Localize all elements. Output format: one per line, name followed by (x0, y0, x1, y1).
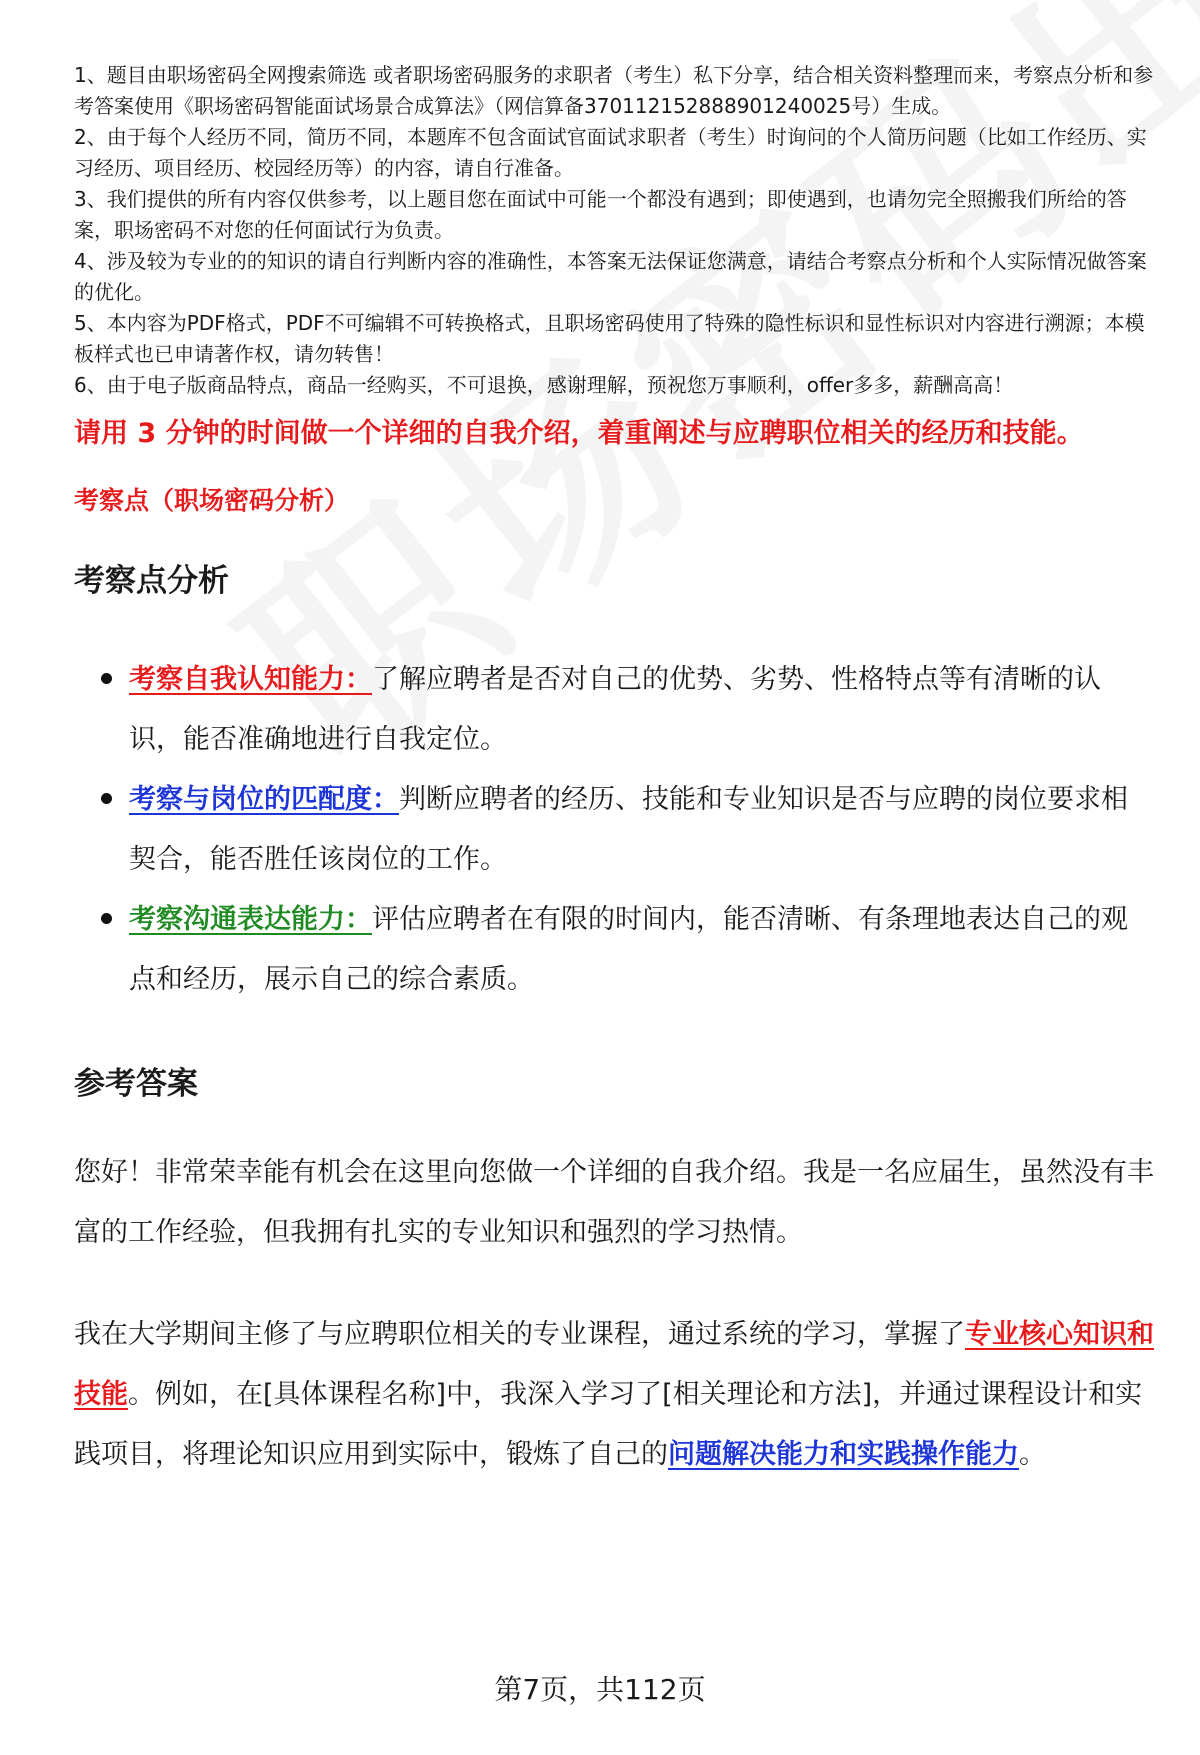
bullet-icon (101, 673, 112, 684)
answer-text: 。例如，在[具体课程名称]中，我深入学习了[相关理论和方法]，并通过课程设计和实践项目，将理论知识应用到实际中，锻炼了自己的 (74, 1379, 1143, 1470)
notice-block (74, 60, 1156, 401)
analysis-point (129, 770, 1156, 890)
highlight-core-skills: 专业核心知识和技能 (74, 1319, 1154, 1410)
point-text: 评估应聘者在有限的时间内，能否清晰、有条理地表达自己的观点和经历，展示自己的综合素质。 (129, 904, 1128, 995)
point-text: 判断应聘者的经历、技能和专业知识是否与应聘的岗位要求相契合，能否胜任该岗位的工作。 (129, 784, 1128, 875)
analysis-point (129, 650, 1156, 770)
notice-item: 3、我们提供的所有内容仅供参考，以上题目您在面试中可能一个都没有遇到；即使遇到，也请勿完全照搬我们所给的答案，职场密码不对您的任何面试行为负责。 (74, 187, 1127, 242)
answer-text: 。 (1019, 1439, 1046, 1470)
notice-item: 6、由于电子版商品特点，商品一经购买，不可退换，感谢理解，预祝您万事顺利，offer多多，薪酬高高！ (74, 373, 1014, 397)
page-footer: 第7页，共112页 (494, 1673, 706, 1706)
point-label: 考察自我认知能力： (129, 664, 372, 695)
point-label: 考察沟通表达能力： (129, 904, 372, 935)
notice-item: 4、涉及较为专业的的知识的请自行判断内容的准确性，本答案无法保证您满意，请结合考察点分析和个人实际情况做答案的优化。 (74, 249, 1147, 304)
answer-heading: 参考答案 (74, 1066, 198, 1102)
point-label: 考察与岗位的匹配度： (129, 784, 399, 815)
bullet-icon (101, 913, 112, 924)
answer-paragraph (74, 1305, 1156, 1485)
notice-item: 2、由于每个人经历不同，简历不同，本题库不包含面试官面试求职者（考生）时询问的个人简历问题（比如工作经历、实习经历、项目经历、校园经历等）的内容，请自行准备。 (74, 125, 1147, 180)
notice-item: 5、本内容为PDF格式，PDF不可编辑不可转换格式，且职场密码使用了特殊的隐性标识和显性标识对内容进行溯源；本模板样式也已申请著作权，请勿转售！ (74, 311, 1145, 366)
analysis-heading: 考察点分析 (74, 563, 229, 599)
answer-text: 我在大学期间主修了与应聘职位相关的专业课程，通过系统的学习，掌握了 (74, 1319, 965, 1350)
analysis-label: 考察点（职场密码分析） (74, 486, 350, 515)
bullet-icon (101, 793, 112, 804)
answer-paragraph: 您好！非常荣幸能有机会在这里向您做一个详细的自我介绍。我是一名应届生，虽然没有丰富的工作经验，但我拥有扎实的专业知识和强烈的学习热情。 (74, 1157, 1154, 1248)
analysis-points (74, 650, 1156, 1010)
interview-question: 请用 3 分钟的时间做一个详细的自我介绍，着重阐述与应聘职位相关的经历和技能。 (74, 418, 1084, 449)
document-page (74, 60, 1156, 1485)
notice-item: 1、题目由职场密码全网搜索筛选 或者职场密码服务的求职者（考生）私下分享，结合相关资料整理而来，考察点分析和参考答案使用《职场密码智能面试场景合成算法》（网信算备370112152888901240025号）生成。 (74, 63, 1154, 118)
point-text: 了解应聘者是否对自己的优势、劣势、性格特点等有清晰的认识，能否准确地进行自我定位。 (129, 664, 1101, 755)
highlight-problem-solving: 问题解决能力和实践操作能力 (668, 1439, 1019, 1470)
analysis-point (129, 890, 1156, 1010)
